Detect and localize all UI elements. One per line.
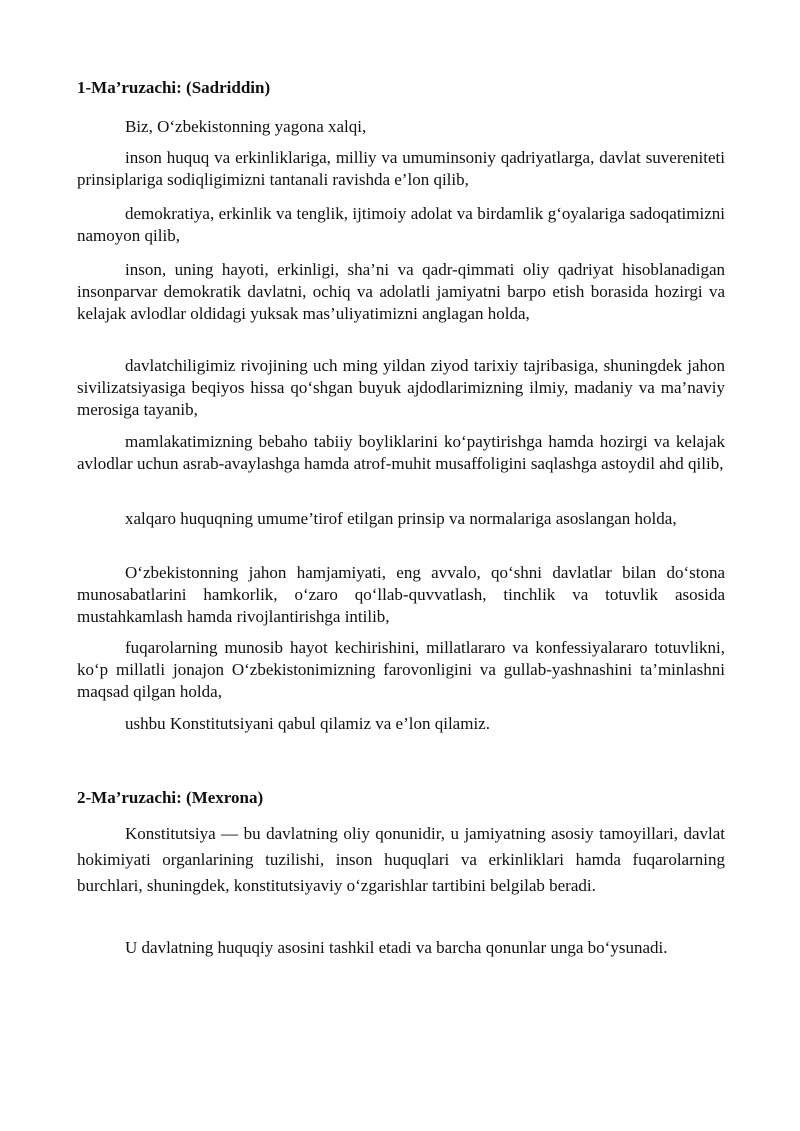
section-heading: 2-Ma’ruzachi: (Mexrona) xyxy=(77,788,264,807)
paragraph: inson huquq va erkinliklariga, milliy va umuminsoniy qadriyatlarga, davlat suvereniteti prinsiplariga sodiqligimizni tantanali ravishda e’lon qilib, xyxy=(77,148,725,189)
paragraph: inson, uning hayoti, erkinligi, sha’ni va qadr-qimmati oliy qadriyat hisoblanadigan insonparvar demokratik davlatni, ochiq va adolatli jamiyatni barpo etish borasida hozirgi va kelajak avlodlar oldidagi yuksak mas’uliyatimizni anglagan holda, xyxy=(77,260,725,323)
paragraph: ushbu Konstitutsiyani qabul qilamiz va e’lon qilamiz. xyxy=(125,714,490,733)
paragraph: davlatchiligimiz rivojining uch ming yildan ziyod tarixiy tajribasiga, shuningdek jahon sivilizatsiyasiga beqiyos hissa qo‘shgan buyuk ajdodlarimizning ilmiy, madaniy va ma’naviy merosiga tayanib, xyxy=(77,356,725,419)
section-heading: 1-Ma’ruzachi: (Sadriddin) xyxy=(77,78,271,97)
paragraph: Konstitutsiya — bu davlatning oliy qonunidir, u jamiyatning asosiy tamoyillari, davlat hokimiyati organlarining tuzilishi, inson huquqlari va erkinliklari hamda fuqarolarning burchlari, shuningdek, konstitutsiyaviy o‘zgarishlar tartibini belgilab beradi. xyxy=(77,824,725,895)
paragraph: mamlakatimizning bebaho tabiiy boyliklarini ko‘paytirishga hamda hozirgi va kelajak avlodlar uchun asrab-avaylashga hamda atrof-muhit musaffoligini saqlashga astoydil ahd qilib, xyxy=(77,432,725,473)
paragraph: Biz, O‘zbekistonning yagona xalqi, xyxy=(125,117,367,136)
paragraph: demokratiya, erkinlik va tenglik, ijtimoiy adolat va birdamlik g‘oyalariga sadoqatimizni namoyon qilib, xyxy=(77,204,725,245)
paragraph: xalqaro huquqning umume’tirof etilgan prinsip va normalariga asoslangan holda, xyxy=(125,509,677,528)
paragraph: O‘zbekistonning jahon hamjamiyati, eng avvalo, qo‘shni davlatlar bilan do‘stona munosabatlarini hamkorlik, o‘zaro qo‘llab-quvvatlash, tinchlik va totuvlik asosida mustahkamlash hamda rivojlantirishga intilib, xyxy=(77,563,725,626)
paragraph: fuqarolarning munosib hayot kechirishini, millatlararo va konfessiyalararo totuvlikni, ko‘p millatli jonajon O‘zbekistonimizning farovonligini va gullab-yashnashini ta’minlashni maqsad qilgan holda, xyxy=(77,638,725,701)
paragraph: U davlatning huquqiy asosini tashkil etadi va barcha qonunlar unga bo‘ysunadi. xyxy=(125,938,668,957)
